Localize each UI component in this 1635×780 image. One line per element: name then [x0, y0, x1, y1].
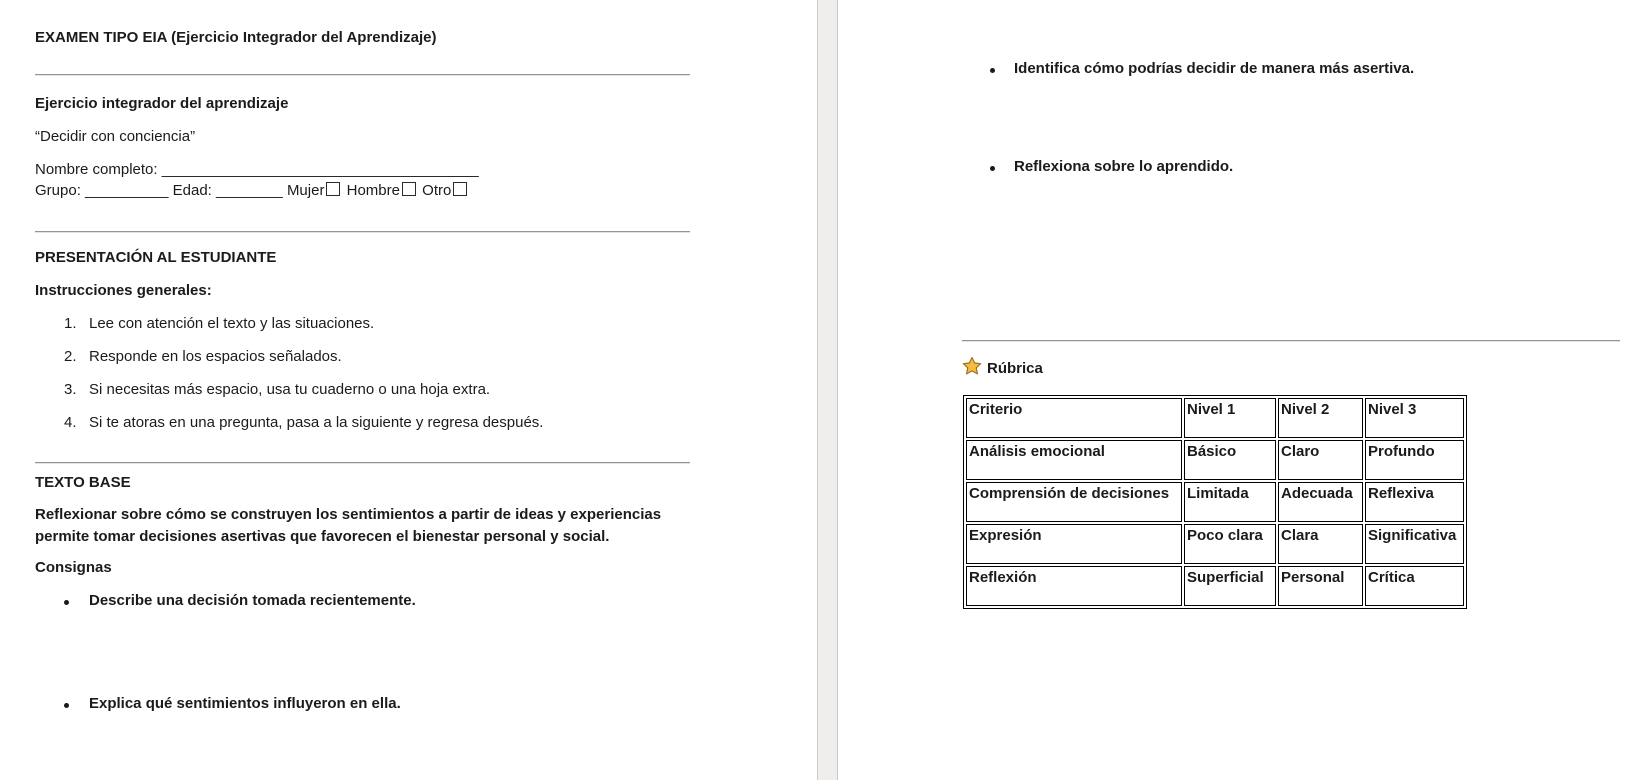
- table-row: [966, 440, 1464, 480]
- table-row: [966, 482, 1464, 522]
- rubric-cell: Reflexiva: [1365, 482, 1464, 522]
- group-blank: __________: [85, 182, 169, 199]
- instruction-item: [64, 379, 490, 400]
- rubric-heading: [962, 356, 1043, 380]
- instruction-number: 3.: [64, 381, 77, 398]
- group-label: Grupo:: [35, 182, 81, 199]
- table-row: [966, 566, 1464, 606]
- texto-base-body: Reflexionar sobre cómo se construyen los sentimientos a partir de ideas y experiencias permite tomar decisiones asertivas que favorecen el bienestar personal y social.: [35, 506, 662, 545]
- instructions-heading: Instrucciones generales:: [35, 282, 212, 299]
- rubric-cell: Básico: [1184, 440, 1276, 480]
- instruction-text: Lee con atención el texto y las situaciones.: [89, 315, 375, 332]
- page-gutter: [818, 0, 837, 780]
- texto-base-heading: TEXTO BASE: [35, 474, 131, 491]
- group-age-line: [35, 180, 469, 201]
- rubric-cell: Clara: [1278, 524, 1363, 564]
- horizontal-rule-3: [35, 462, 690, 464]
- instruction-text: Responde en los espacios señalados.: [89, 348, 342, 365]
- rubric-cell: Personal: [1278, 566, 1363, 606]
- rubric-cell: Significativa: [1365, 524, 1464, 564]
- instruction-item: [64, 313, 374, 334]
- right-bullet-item: Identifica cómo podrías decidir de manera más asertiva.: [1014, 60, 1415, 77]
- instruction-item: [64, 412, 543, 433]
- name-blank: ______________________________________: [161, 161, 479, 178]
- instruction-number: 4.: [64, 414, 77, 431]
- consignas-heading: Consignas: [35, 559, 112, 576]
- age-label: Edad:: [172, 182, 212, 199]
- instruction-number: 1.: [64, 315, 77, 332]
- age-blank: ________: [216, 182, 283, 199]
- checkbox-mujer: [326, 182, 340, 196]
- option-mujer-label: Mujer: [286, 182, 325, 199]
- instruction-number: 2.: [64, 348, 77, 365]
- instruction-item: [64, 346, 342, 367]
- bullet-icon: [990, 68, 995, 73]
- rubric-cell: Expresión: [966, 524, 1182, 564]
- option-otro-label: Otro: [422, 182, 452, 199]
- rubric-cell: Comprensión de decisiones: [966, 482, 1182, 522]
- rubric-cell: Análisis emocional: [966, 440, 1182, 480]
- horizontal-rule-right: [962, 340, 1620, 342]
- rubric-cell: Profundo: [1365, 440, 1464, 480]
- exercise-subtitle: Ejercicio integrador del aprendizaje: [35, 95, 289, 112]
- checkbox-hombre: [402, 182, 416, 196]
- option-hombre-label: Hombre: [346, 182, 400, 199]
- table-row: [966, 524, 1464, 564]
- name-label: Nombre completo:: [35, 161, 158, 178]
- rubric-cell: Limitada: [1184, 482, 1276, 522]
- rubric-header-cell: Nivel 3: [1365, 398, 1464, 438]
- exam-title: EXAMEN TIPO EIA (Ejercicio Integrador del Aprendizaje): [35, 29, 437, 46]
- exercise-quote: “Decidir con conciencia”: [35, 128, 196, 145]
- consigna-item: Explica qué sentimientos influyeron en ella.: [89, 695, 401, 712]
- bullet-icon: [64, 703, 69, 708]
- right-bullet-item: Reflexiona sobre lo aprendido.: [1014, 158, 1234, 175]
- instruction-text: Si necesitas más espacio, usa tu cuaderno o una hoja extra.: [89, 381, 491, 398]
- bullet-icon: [64, 600, 69, 605]
- consigna-item: Describe una decisión tomada recientemente.: [89, 592, 416, 609]
- horizontal-rule-2: [35, 231, 690, 233]
- rubric-heading-label: Rúbrica: [987, 360, 1043, 377]
- rubric-header-cell: Nivel 2: [1278, 398, 1363, 438]
- rubric-table: [963, 395, 1467, 609]
- rubric-cell: Adecuada: [1278, 482, 1363, 522]
- rubric-header-cell: Nivel 1: [1184, 398, 1276, 438]
- name-line: [35, 159, 479, 180]
- document-page-right: [837, 0, 1635, 780]
- horizontal-rule-1: [35, 74, 690, 76]
- star-icon: [962, 356, 982, 376]
- checkbox-otro: [453, 182, 467, 196]
- instruction-text: Si te atoras en una pregunta, pasa a la siguiente y regresa después.: [89, 414, 544, 431]
- rubric-header-cell: Criterio: [966, 398, 1182, 438]
- rubric-cell: Poco clara: [1184, 524, 1276, 564]
- bullet-icon: [990, 166, 995, 171]
- rubric-header-row: [966, 398, 1464, 438]
- rubric-cell: Superficial: [1184, 566, 1276, 606]
- rubric-cell: Claro: [1278, 440, 1363, 480]
- rubric-cell: Crítica: [1365, 566, 1464, 606]
- presentation-heading: PRESENTACIÓN AL ESTUDIANTE: [35, 249, 277, 266]
- rubric-cell: Reflexión: [966, 566, 1182, 606]
